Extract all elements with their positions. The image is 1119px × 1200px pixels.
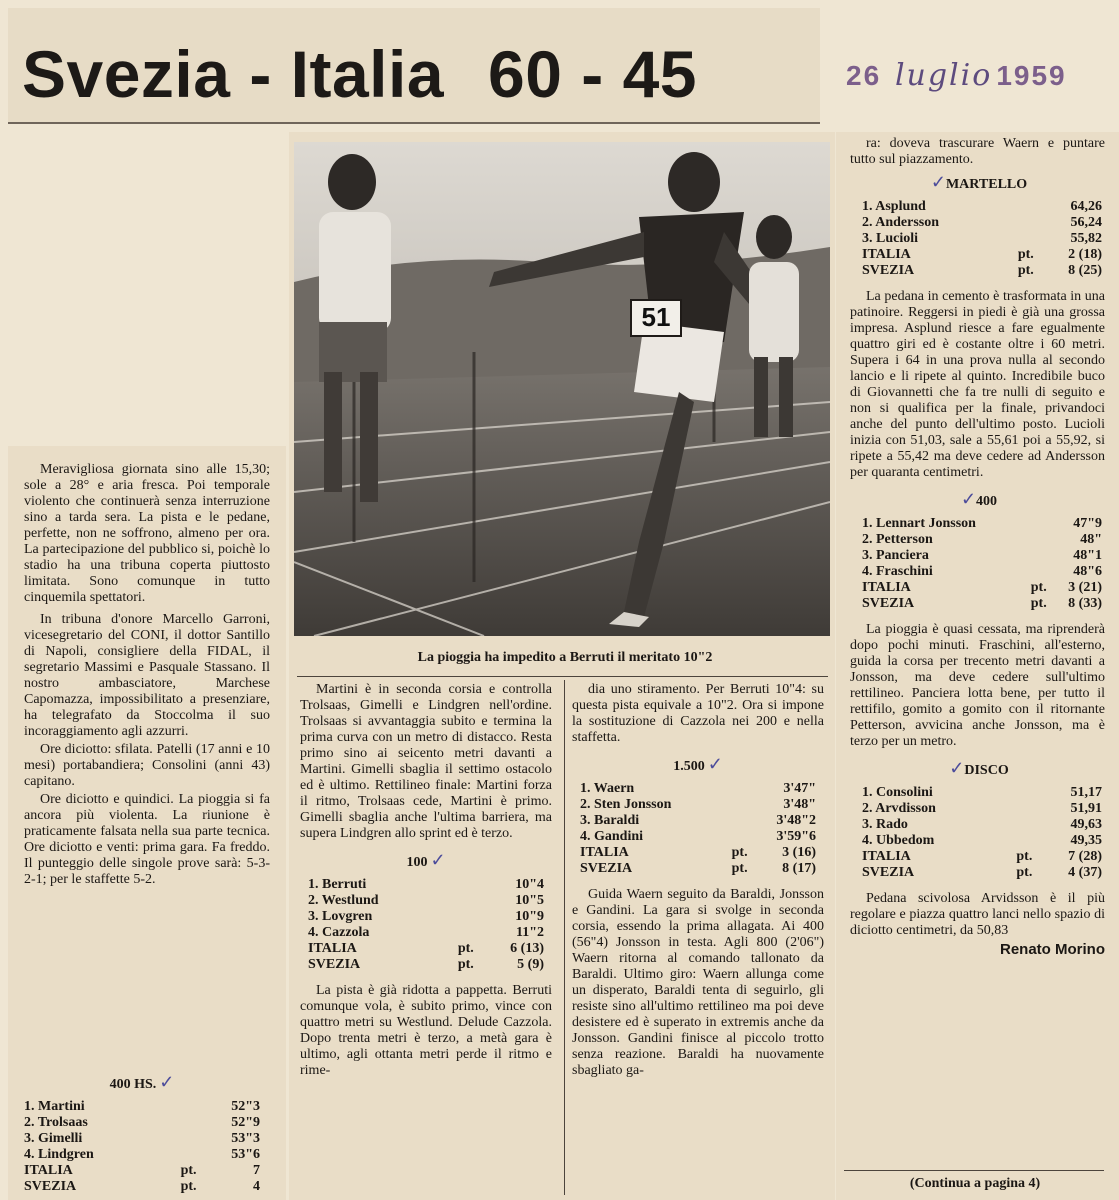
berruti-paragraph: La pista è già ridotta a pappetta. Berruti comunque vola, è subito primo, vince con quattro metri su Westlund. Delude Cazzola. Dopo trenta metri è terzo, a metà gara è ultimo, agli ottanta metri perde il ritmo e rime- xyxy=(300,983,552,1078)
team-name: ITALIA xyxy=(308,941,357,956)
table-row xyxy=(862,199,1102,215)
headline xyxy=(22,36,697,112)
team-total-row xyxy=(24,1179,260,1195)
athlete-name: 2. Trolsaas xyxy=(24,1115,88,1130)
table-row xyxy=(308,925,544,941)
team-name: ITALIA xyxy=(24,1163,73,1178)
athlete-time: 3'59"6 xyxy=(776,829,816,844)
team-name: ITALIA xyxy=(862,580,911,595)
team-name: ITALIA xyxy=(862,849,911,864)
points-label: pt. xyxy=(457,957,474,972)
points-label: pt. xyxy=(1016,849,1033,864)
checkmark-icon: ✓ xyxy=(430,850,446,870)
four-hundred-paragraph: La pioggia è quasi cessata, ma riprenderà dopo pochi minuti. Fraschini, all'esterno, guida la corsa per trecento metri davanti a Jonsson, ma deve cedere sull'ultimo rettilineo. Panciera lotta bene, per tutto il rettifilo, gomito a gomito con il ritornante Petterson, avvicina anche Jonsson, ma è terzo per un metro. xyxy=(850,622,1105,749)
intro-paragraph-1: Meravigliosa giornata sino alle 15,30; sole a 28° e aria fresca. Poi temporale violento che continuerà senza interruzione sino a tarda sera. La pista e le pedane, perfette, non ne soffrono, almeno per ora. La partecipazione del pubblico si, poichè lo stadio ha una tribuna coperta piuttosto limitata. Sono comunque in tutto cinquemila spettatori. xyxy=(24,462,270,605)
athlete-time: 3'48"2 xyxy=(776,813,816,828)
team-score: 6 (13) xyxy=(510,941,544,956)
athlete-time: 3'47" xyxy=(783,781,816,796)
athlete-name: 1. Waern xyxy=(580,781,635,796)
fifteen-heading xyxy=(572,754,824,775)
athlete-name: 3. Gimelli xyxy=(24,1131,83,1146)
athlete-name: 2. Westlund xyxy=(308,893,379,908)
four-hundred-heading xyxy=(850,489,1105,510)
berruti-continuation: dia uno stiramento. Per Berruti 10"4: su questa pista equivale a 10"2. Ora si impone la sostituzione di Cazzola nei 200 e nella staffetta. xyxy=(572,682,824,745)
fifteen-heading-text: 1.500 xyxy=(673,759,705,774)
stamp-year: 1959 xyxy=(996,60,1067,91)
team-score: 8 (33) xyxy=(1068,596,1102,611)
athlete-name: 2. Arvdisson xyxy=(862,801,936,816)
athlete-mark: 64,26 xyxy=(1070,199,1102,214)
table-row xyxy=(862,548,1102,564)
continued-notice: (Continua a pagina 4) xyxy=(909,1176,1041,1191)
athlete-name: 2. Petterson xyxy=(862,532,933,547)
stamp-day: 26 xyxy=(846,60,882,91)
team-total-row xyxy=(862,263,1102,279)
team-name: SVEZIA xyxy=(308,957,361,972)
athlete-time: 47"9 xyxy=(1073,516,1102,531)
table-row xyxy=(862,532,1102,548)
baraldi-continuation: ra: doveva trascurare Waern e puntare tutto sul piazzamento. xyxy=(850,136,1105,167)
athlete-time: 52"9 xyxy=(231,1115,260,1130)
checkmark-icon: ✓ xyxy=(159,1072,175,1092)
article-column-2b xyxy=(572,682,824,1081)
points-label: pt. xyxy=(180,1179,197,1194)
intro-paragraph-3: Ore diciotto: sfilata. Patelli (17 anni e 10 mesi) portabandiera; Consolini (anni 43) capitano. xyxy=(24,742,270,789)
headline-title: Svezia - Italia xyxy=(22,37,445,111)
disco-table xyxy=(862,785,1102,881)
author-signature: Renato Morino xyxy=(1000,941,1105,958)
team-score: 8 (17) xyxy=(782,861,816,876)
martini-paragraph: Martini è in seconda corsia e controlla Trolsaas, Gimelli e Lindgren nell'ordine. Trolsaas si avvantaggia subito e termina la prima curva con un metro di distacco. Resta primo sino ai seicento metri davanti a Martini. Gimelli sbaglia il settimo ostacolo ed è ultimo. Rettilineo finale: Martini forza il ritmo, Trolsaas cede, Martini è primo. Gimelli sbaglia anche l'ultima barriera, ma supera Lindgren allo sprint ed è terzo. xyxy=(300,682,552,841)
athlete-name: 1. Martini xyxy=(24,1099,85,1114)
team-total-row xyxy=(862,596,1102,612)
checkmark-icon: ✓ xyxy=(960,489,977,509)
athlete-time: 11"2 xyxy=(516,925,544,940)
team-total-row xyxy=(862,849,1102,865)
four-hundred-table xyxy=(862,516,1102,612)
athlete-name: 1. Consolini xyxy=(862,785,933,800)
team-name: SVEZIA xyxy=(580,861,633,876)
team-name: SVEZIA xyxy=(862,596,915,611)
race-photo-illustration xyxy=(294,142,830,636)
team-score: 4 (37) xyxy=(1068,865,1102,880)
athlete-time: 10"5 xyxy=(515,893,544,908)
athlete-mark: 51,17 xyxy=(1070,785,1102,800)
points-label: pt. xyxy=(1030,596,1047,611)
team-total-row xyxy=(308,957,544,973)
team-name: SVEZIA xyxy=(862,263,915,278)
athlete-time: 48" xyxy=(1080,532,1102,547)
table-row xyxy=(580,797,816,813)
table-row xyxy=(862,833,1102,849)
team-total-row xyxy=(24,1163,260,1179)
athlete-name: 3. Panciera xyxy=(862,548,929,563)
athlete-name: 3. Baraldi xyxy=(580,813,640,828)
hundred-heading xyxy=(300,850,552,871)
athlete-time: 10"4 xyxy=(515,877,544,892)
team-total-row xyxy=(580,845,816,861)
athlete-name: 4. Lindgren xyxy=(24,1147,94,1162)
fifteen-table xyxy=(580,781,816,877)
table-row xyxy=(24,1115,260,1131)
team-total-row xyxy=(862,865,1102,881)
team-name: SVEZIA xyxy=(24,1179,77,1194)
caption-divider xyxy=(297,676,828,677)
intro-article xyxy=(24,462,270,890)
athlete-time: 3'48" xyxy=(783,797,816,812)
athlete-name: 1. Berruti xyxy=(308,877,367,892)
athlete-time: 53"3 xyxy=(231,1131,260,1146)
article-column-3 xyxy=(850,136,1105,958)
disco-paragraph: Pedana scivolosa Arvidsson è il più regolare e piazza quattro lanci nello spazio di diciotto centimetri, da 50,83 xyxy=(850,891,1105,938)
checkmark-icon: ✓ xyxy=(949,758,965,778)
athlete-time: 48"1 xyxy=(1073,548,1102,563)
bib-number: 51 xyxy=(641,302,671,332)
table-row xyxy=(862,215,1102,231)
table-row xyxy=(862,564,1102,580)
hundred-heading-text: 100 xyxy=(406,855,428,870)
article-column-2a xyxy=(300,682,552,1081)
athlete-name: 2. Andersson xyxy=(862,215,940,230)
athlete-name: 1. Asplund xyxy=(862,199,926,214)
team-name: SVEZIA xyxy=(862,865,915,880)
table-row xyxy=(862,817,1102,833)
table-row xyxy=(308,893,544,909)
athlete-time: 48"6 xyxy=(1073,564,1102,579)
checkmark-icon: ✓ xyxy=(707,754,723,774)
team-score: 7 (28) xyxy=(1068,849,1102,864)
athlete-name: 2. Sten Jonsson xyxy=(580,797,672,812)
table-row xyxy=(580,829,816,845)
date-stamp xyxy=(846,58,1067,93)
disco-heading-text: DISCO xyxy=(964,763,1009,778)
four-hundred-heading-text: 400 xyxy=(976,494,998,509)
hammer-heading-text: MARTELLO xyxy=(945,177,1028,192)
team-score: 2 (18) xyxy=(1068,247,1102,262)
table-row xyxy=(308,877,544,893)
hundred-table xyxy=(308,877,544,973)
athlete-time: 53"6 xyxy=(231,1147,260,1162)
athlete-mark: 51,91 xyxy=(1070,801,1102,816)
team-total-row xyxy=(862,580,1102,596)
team-score: 3 (21) xyxy=(1068,580,1102,595)
intro-paragraph-4: Ore diciotto e quindici. La pioggia si fa ancora più violenta. La riunione è praticamente falsata nella sua parte tecnica. Ore diciotto e venti: prima gara. Fa freddo. Il punteggio delle singole prove sarà: 5-3-2-1; per le staffette 5-2. xyxy=(24,792,270,887)
athlete-name: 4. Gandini xyxy=(580,829,644,844)
table-row xyxy=(862,785,1102,801)
team-total-row xyxy=(862,247,1102,263)
athlete-name: 3. Lovgren xyxy=(308,909,373,924)
points-label: pt. xyxy=(1017,263,1034,278)
hammer-heading xyxy=(850,172,1105,193)
table-row xyxy=(24,1147,260,1163)
footer-divider xyxy=(844,1170,1104,1171)
stamp-month: luglio xyxy=(894,58,993,93)
team-score: 5 (9) xyxy=(517,957,544,972)
athlete-name: 4. Ubbedom xyxy=(862,833,935,848)
team-name: ITALIA xyxy=(580,845,629,860)
points-label: pt. xyxy=(731,861,748,876)
athlete-mark: 56,24 xyxy=(1070,215,1102,230)
hammer-table xyxy=(862,199,1102,279)
disco-heading xyxy=(850,758,1105,779)
athlete-name: 4. Fraschini xyxy=(862,564,933,579)
table-row xyxy=(862,801,1102,817)
hammer-paragraph: La pedana in cemento è trasformata in una patinoire. Reggersi in piedi è già una grossa impresa. Asplund riesce a fare egualmente quattro giri ed è costante oltre i 60 metri. Supera i 64 in una prova nulla al secondo lancio e li ripete al quinto. Incredibile buco di Giovannetti che fa tre nulli di seguito e non si qualifica per la finale, privandoci anche del punto dell'ultimo posto. Lucioli inizia con 51,03, sale a 55,61 poi a 55,92, si ripete a 55,42 ma deve cedere ad Andersson per quaranta centimetri. xyxy=(850,289,1105,480)
column-divider xyxy=(564,680,565,1195)
team-total-row xyxy=(580,861,816,877)
checkmark-icon: ✓ xyxy=(930,172,946,192)
athlete-name: 3. Lucioli xyxy=(862,231,919,246)
team-score: 3 (16) xyxy=(782,845,816,860)
race-photo xyxy=(294,142,830,636)
athlete-mark: 49,35 xyxy=(1070,833,1102,848)
athlete-name: 3. Rado xyxy=(862,817,908,832)
photo-caption: La pioggia ha impedito a Berruti il meritato 10"2 xyxy=(417,650,713,665)
points-label: pt. xyxy=(1016,865,1033,880)
hurdles-table xyxy=(24,1099,260,1195)
table-row xyxy=(862,516,1102,532)
waern-paragraph: Guida Waern seguito da Baraldi, Jonsson e Gandini. La gara si svolge in seconda corsia, essendo la prima allagata. Ai 400 (56"4) Jonsson in testa. Agli 800 (2'06") Waern ritorna al comando tallonato da Baraldi. Ultimo giro: Waern allunga come un disperato, Baraldi tenta di seguirlo, gli resiste sino all'ultimo rettilineo ma poi deve desistere ed è superato in extremis anche da Jonsson. Gandini finisce al piccolo trotto senza reazione. Baraldi ha nuovamente sbagliato ga- xyxy=(572,887,824,1078)
points-label: pt. xyxy=(1030,580,1047,595)
team-score: 8 (25) xyxy=(1068,263,1102,278)
team-score: 4 xyxy=(253,1179,260,1194)
hurdles-results xyxy=(24,1070,260,1195)
table-row xyxy=(862,231,1102,247)
points-label: pt. xyxy=(1017,247,1034,262)
team-score: 7 xyxy=(253,1163,260,1178)
table-row xyxy=(580,813,816,829)
hurdles-heading xyxy=(24,1072,260,1093)
table-row xyxy=(580,781,816,797)
team-name: ITALIA xyxy=(862,247,911,262)
athlete-name: 4. Cazzola xyxy=(308,925,370,940)
table-row xyxy=(24,1131,260,1147)
points-label: pt. xyxy=(180,1163,197,1178)
team-total-row xyxy=(308,941,544,957)
headline-score: 60 - 45 xyxy=(488,37,698,111)
hurdles-heading-text: 400 HS. xyxy=(109,1077,157,1092)
points-label: pt. xyxy=(731,845,748,860)
athlete-name: 1. Lennart Jonsson xyxy=(862,516,976,531)
points-label: pt. xyxy=(457,941,474,956)
table-row xyxy=(308,909,544,925)
athlete-time: 52"3 xyxy=(231,1099,260,1114)
athlete-mark: 49,63 xyxy=(1070,817,1102,832)
athlete-mark: 55,82 xyxy=(1070,231,1102,246)
intro-paragraph-2: In tribuna d'onore Marcello Garroni, vicesegretario del CONI, il dottor Santillo di Napoli, consigliere della FIDAL, il segretario Massimi e Pasquale Stassano. Il nostro ambasciatore, Marchese Capomazza, impossibilitato a presenziare, ha telegrafato da Stoccolma il suo incoraggiamento agli azzurri. xyxy=(24,612,270,739)
table-row xyxy=(24,1099,260,1115)
athlete-time: 10"9 xyxy=(515,909,544,924)
